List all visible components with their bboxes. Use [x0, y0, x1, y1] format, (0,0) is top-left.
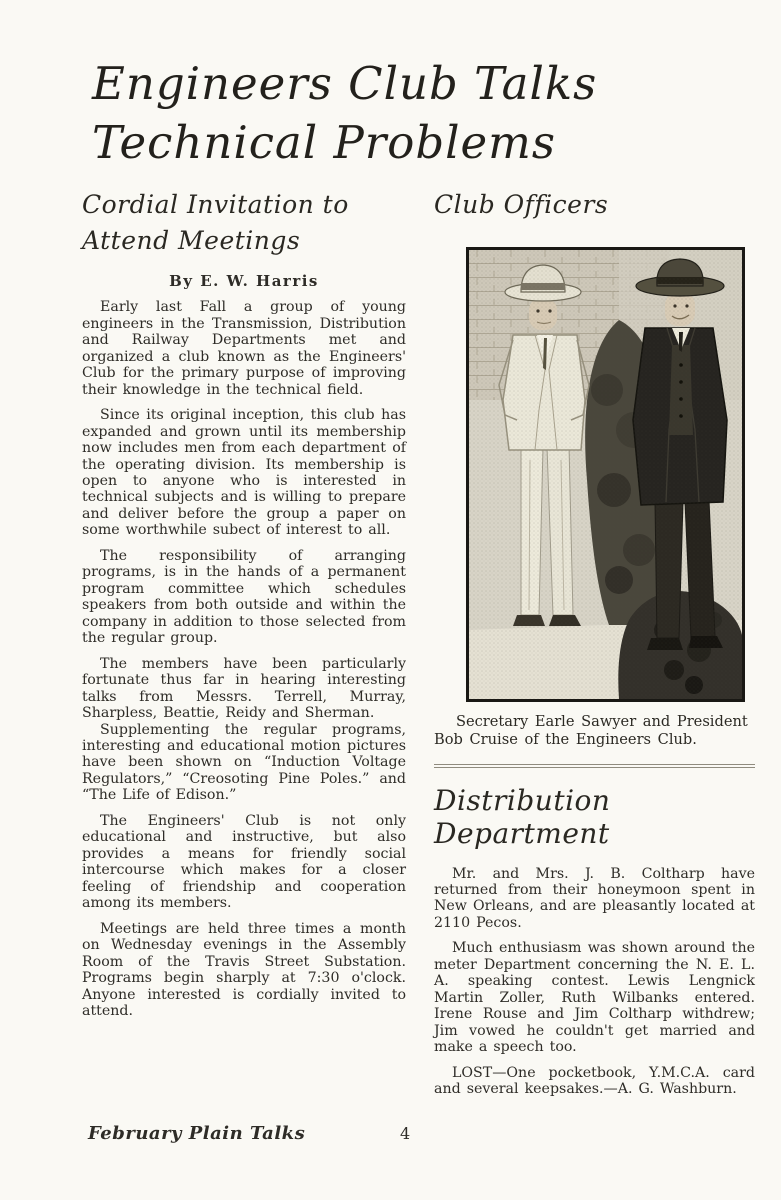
- article-heading: [82, 187, 406, 260]
- page-title-line2: Technical Problems: [92, 116, 556, 170]
- halftone-overlay: [469, 250, 742, 699]
- left-column: [82, 187, 406, 1107]
- section-divider: [434, 764, 755, 768]
- club-officers-photo: [466, 247, 745, 702]
- byline: By E. W. Harris: [169, 272, 319, 291]
- article-paragraph: The Engineers' Club is not only educational and instructive, but also provides a means for friendly social intercourse which makes for a closer feeling of friendship and cooperation among its members.: [82, 812, 406, 912]
- article-paragraph: Early last Fall a group of young engineers in the Transmission, Distribution and Railway Departments met and organized a club known as the Engineers' Club for the primary purpose of improving their knowledge in the technical field.: [82, 299, 406, 398]
- two-column-layout: [82, 187, 755, 1107]
- page-title: [82, 54, 735, 173]
- club-officers-photo-illustration: [469, 250, 742, 699]
- distribution-department-heading: Distribution Department: [434, 783, 611, 850]
- page-title-line1: Engineers Club Talks: [92, 57, 598, 110]
- article-heading-line2: Attend Meetings: [82, 226, 301, 256]
- article-paragraph: The responsibility of arranging programs, is in the hands of a permanent program committee which schedules speakers from both outside and within the company in addition to those selected from the regular group.: [82, 547, 406, 647]
- page-footer: [82, 1123, 735, 1153]
- right-column: [434, 187, 755, 1107]
- distribution-paragraph: LOST—One pocketbook, Y.M.C.A. card and several keepsakes.—A. G. Washburn.: [434, 1064, 755, 1098]
- photo-caption: [434, 713, 755, 749]
- article-paragraph: The members have been particularly fortunate thus far in hearing interesting talks from Messrs. Terrell, Murray, Sharpless, Beattie, Reidy and Sherman.: [82, 655, 406, 722]
- article-paragraph: Supplementing the regular programs, interesting and educational motion pictures have been shown on “Induction Voltage Regulators,” “Creosoting Pine Poles.” and “The Life of Edison.”: [82, 721, 406, 804]
- photo-caption-line1: Secretary Earle Sawyer and President: [456, 713, 748, 731]
- photo-caption-line2: Bob Cruise of the Engineers Club.: [434, 731, 697, 749]
- distribution-paragraph: Mr. and Mrs. J. B. Coltharp have returned from their honeymoon spent in New Orleans, and are pleasantly located at 2110 Pecos.: [434, 865, 755, 931]
- footer-page-number: 4: [400, 1123, 411, 1143]
- article-paragraph: Since its original inception, this club has expanded and grown until its membership now includes men from each department of the operating division. Its membership is open to anyone who is interested in technical subjects and is willing to prepare and deliver before the group a paper on some worthwhile subect of interest to all.: [82, 407, 406, 539]
- article-paragraph: Meetings are held three times a month on Wednesday evenings in the Assembly Room of the Travis Street Substation. Programs begin sharply at 7:30 o'clock. Anyone interested is cordially invited to attend.: [82, 920, 406, 1020]
- article-heading-line1: Cordial Invitation to: [82, 189, 349, 219]
- distribution-paragraph: Much enthusiasm was shown around the meter Department concerning the N. E. L. A. speaking contest. Lewis Lengnick Martin Zoller, Ruth Wilbanks entered. Irene Rouse and Jim Coltharp withdrew; Jim vowed he couldn't get married and make a speech too.: [434, 940, 755, 1056]
- club-officers-heading: Club Officers: [434, 189, 609, 219]
- footer-publication-title: February Plain Talks: [88, 1122, 306, 1144]
